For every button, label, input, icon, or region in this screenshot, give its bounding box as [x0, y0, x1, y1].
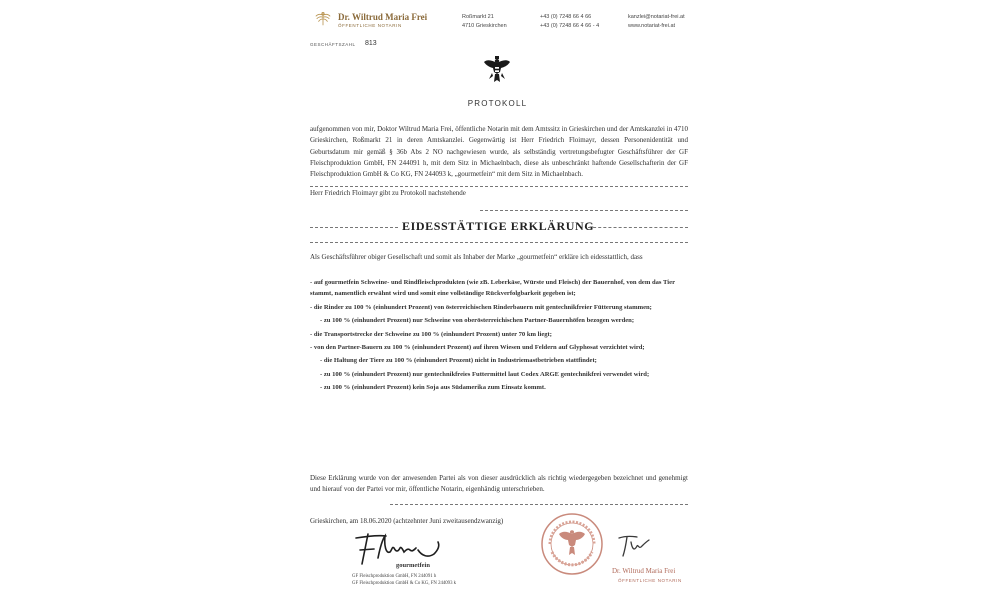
stamp-notary-name: Dr. Wiltrud Maria Frei [612, 567, 676, 575]
declaration-heading: EIDESSTÄTTIGE ERKLÄRUNG [402, 219, 595, 233]
email-line: kanzlei@notariat-frei.at [628, 14, 685, 20]
heading-row [310, 219, 688, 235]
notary-seal-stamp [540, 512, 604, 576]
geschaeftszahl-label: GESCHÄFTSZAHL [310, 42, 356, 47]
address-line: Roßmarkt 21 [462, 14, 494, 20]
letterhead-name: Dr. Wiltrud Maria Frei [338, 12, 428, 22]
phone-line: +43 (0) 7248 66 4 66 - 4 [540, 23, 600, 29]
list-item: - von den Partner-Bauern zu 100 % (einhundert Prozent) auf ihren Wiesen und Feldern auf Glyphosat verzichtet wird; [310, 344, 645, 352]
letterhead-title: ÖFFENTLICHE NOTARIN [338, 23, 402, 28]
geschaeftszahl-number: 813 [365, 40, 377, 47]
list-item: - die Rinder zu 100 % (einhundert Prozent) von österreichischen Rinderbauern mit gentechnikfreier Fütterung stammen; [310, 303, 652, 311]
list-item: - zu 100 % (einhundert Prozent) kein Soja aus Südamerika zum Einsatz kommt. [320, 384, 546, 392]
list-item: - zu 100 % (einhundert Prozent) nur gentechnikfreies Futtermittel laut Codex ARGE gentechnikfrei verwendet wird; [320, 370, 650, 378]
dash-filler [310, 180, 688, 187]
closing-paragraph: Diese Erklärung wurde von der anwesenden Partei als von dieser ausdrücklich als richtig wiedergegeben bezeichnet und genehmigt und hierauf von der Partei vor mir, öffentliche Notarin, eigenhändig unterschrieben. [310, 474, 688, 494]
signatory-companies [352, 573, 456, 587]
dash-filler-3 [310, 236, 688, 243]
document-page [300, 0, 695, 600]
address-line: 4710 Grieskirchen [462, 23, 507, 29]
date-line: Grieskirchen, am 18.06.2020 (achtzehnter Juni zweitausendzwanzig) [310, 517, 504, 525]
signature-notary [615, 532, 655, 560]
heading-dash-right [588, 227, 688, 228]
letterhead-address [462, 13, 507, 31]
stamp-notary-title: ÖFFENTLICHE NOTARIN [618, 578, 682, 583]
list-item: - die Transportstrecke der Schweine zu 100 % (einhundert Prozent) unter 70 km liegt; [310, 330, 552, 338]
intro-paragraph [310, 124, 688, 200]
list-item: - die Haltung der Tiere zu 100 % (einhundert Prozent) nicht in Industriemastbetrieben stattfindet; [320, 357, 597, 365]
website-line: www.notariat-frei.at [628, 23, 676, 29]
notary-eagle-logo-icon [314, 10, 332, 28]
document-title: PROTOKOLL [467, 99, 528, 108]
austrian-eagle-icon [483, 55, 511, 85]
heading-dash-left [310, 227, 398, 228]
declaration-list [310, 277, 690, 396]
letterhead-phones [540, 13, 599, 31]
dash-filler-4 [390, 498, 688, 505]
letterhead-contacts [628, 13, 685, 31]
list-item: - auf gourmetfein Schweine- und Rindfleischprodukten (wie zB. Leberkäse, Würste und Fleisch) der Bauernhof, von dem das Tier stammt, namentlich erwähnt wird und somit eine vollständige Rückverfolgbarkeit gegeben ist; [310, 279, 675, 298]
declaration-paragraph: Als Geschäftsführer obiger Gesellschaft und somit als Inhaber der Marke „gourmetfein“ erkläre ich eidesstattlich, dass [310, 253, 643, 261]
signatory-brand: gourmetfein [396, 562, 430, 569]
list-item: - zu 100 % (einhundert Prozent) nur Schweine von oberösterreichischen Partner-Bauernhöfen bezogen werden; [320, 317, 635, 325]
intro-text: aufgenommen von mir, Doktor Wiltrud Maria Frei, öffentliche Notarin mit dem Amtssitz in Grieskirchen und der Amtskanzlei in 4710 Grieskirchen, Roßmarkt 21 in deren Amtskanzlei. Gegenwärtig ist Herr Friedrich Floimayr, dessen Personenidentität und Geburtsdatum mir gemäß § 36b Abs 2 NO nachgewiesen wurde, als selbständig vertretungsbefugter Geschäftsführer der GF Fleischproduktion GmbH, FN 244091 h, mit dem Sitz in Michaelnbach, diese als unbeschränkt haftende Gesellschafterin der GF Fleischproduktion GmbH & Co KG, FN 244093 k, „gourmetfein“ mit dem Sitz in Michaelnbach. [310, 125, 688, 179]
company-line: GF Fleischproduktion GmbH, FN 244091 h [352, 574, 437, 579]
phone-line: +43 (0) 7248 66 4 66 [540, 14, 592, 20]
intro2-text: Herr Friedrich Floimayr gibt zu Protokoll nachstehende [310, 189, 466, 198]
dash-filler-2 [480, 204, 688, 211]
company-line: GF Fleischproduktion GmbH & Co KG, FN 244093 k [352, 581, 457, 586]
